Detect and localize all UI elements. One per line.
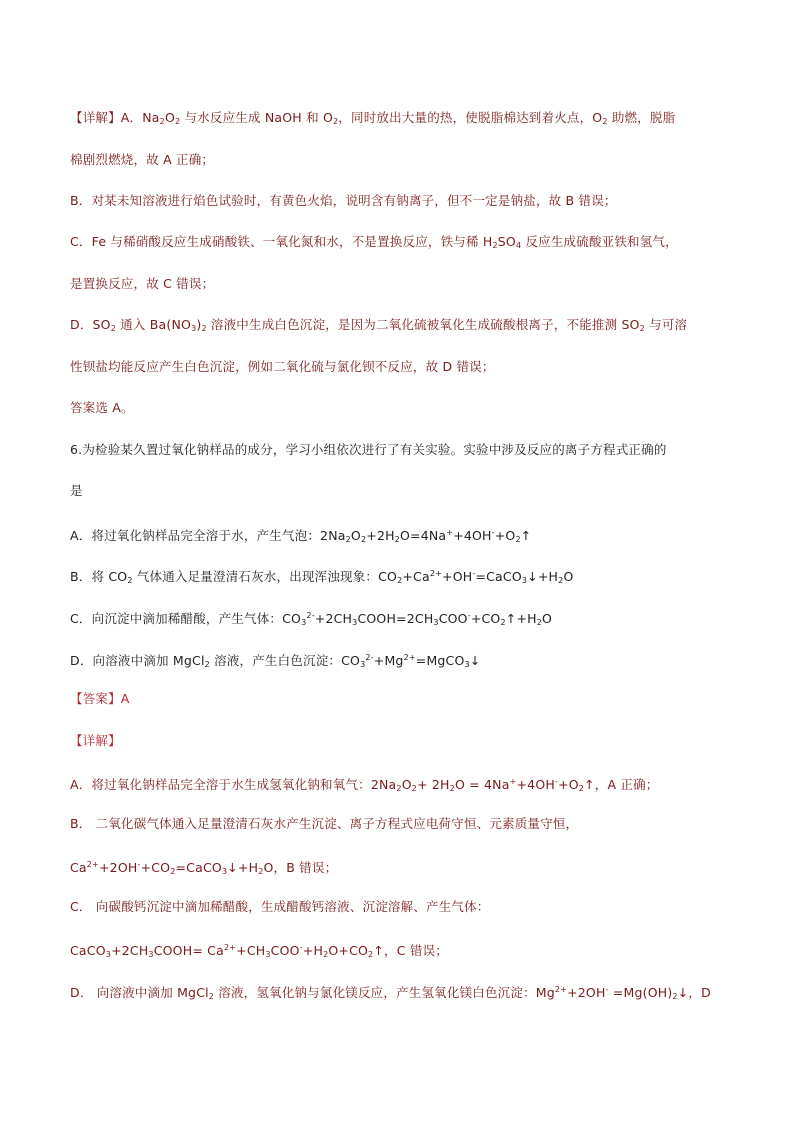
- question-6-stem-cont: 是: [70, 483, 83, 498]
- explanation-line-1: 【详解】A．$Na_2O_2$ 与水反应生成 NaOH 和 $O_2$，同时放出大量的热，使脱脂棉达到着火点，$O_2$ 助燃，脱脂: [70, 110, 676, 126]
- detail-line-b: B． 二氧化碳气体通入足量澄清石灰水产生沉淀、离子方程式应电荷守恒、元素质量守恒，: [70, 816, 579, 831]
- explanation-line-2: 棉剧烈燃烧，故 A 正确；: [70, 152, 215, 167]
- explanation-line-3: B．对某未知溶液进行焰色试验时，有黄色火焰，说明含有钠离子，但不一定是钠盐，故 B 错误；: [70, 193, 617, 208]
- answer-label: 【答案】A: [70, 691, 130, 706]
- question-6-option-a: A．将过氧化钠样品完全溶于水，产生气泡：$2Na_2O_2+2H_2O=4Na^++4OH^-+O_2↑$: [70, 528, 532, 544]
- explanation-line-6: D．$SO_2$ 通入 $Ba(NO_3)_2$ 溶液中生成白色沉淀，是因为二氧化硫被氧化生成硫酸根离子，不能推测 $SO_2$ 与可溶: [70, 317, 688, 333]
- detail-line-c-equation: $CaCO_3+2CH_3COOH=$ $Ca^{2+}+CH_3COO^-+H_2O+CO_2↑$，C 错误；: [70, 943, 448, 959]
- detail-line-a: A．将过氧化钠样品完全溶于水生成氢氧化钠和氧气：$2Na_2O_2+ 2H_2O$ = $4Na^++4OH^-+O_2↑$，A 正确；: [70, 777, 659, 793]
- explanation-line-7: 性钡盐均能反应产生白色沉淀，例如二氧化硫与氯化钡不反应，故 D 错误；: [70, 359, 495, 374]
- explanation-line-4: C．Fe 与稀硝酸反应生成硝酸铁、一氧化氮和水，不是置换反应，铁与稀 $H_2SO_4$ 反应生成硫酸亚铁和氢气，: [70, 234, 678, 250]
- detail-label: 【详解】: [70, 733, 121, 748]
- detail-line-b-equation: $Ca^{2+}+2OH^-+CO_2=CaCO_3↓+H_2O$，B 错误；: [70, 860, 338, 876]
- question-6-option-d: D．向溶液中滴加 MgCl$_2$ 溶液，产生白色沉淀：$CO_3^{2-}+Mg^{2+}=MgCO_3↓$: [70, 653, 481, 669]
- question-6-stem: 6.为检验某久置过氧化钠样品的成分，学习小组依次进行了有关实验。实验中涉及反应的离子方程式正确的: [70, 442, 667, 457]
- explanation-line-5: 是置换反应，故 C 错误；: [70, 276, 215, 291]
- question-6-option-b: B．将 $CO_2$ 气体通入足量澄清石灰水，出现浑浊现象：$CO_2+Ca^{2+}+OH^-=CaCO_3↓+H_2O$: [70, 569, 574, 585]
- detail-line-d: D． 向溶液中滴加 MgCl$_2$ 溶液，氢氧化钠与氯化镁反应，产生氢氧化镁白色沉淀：$Mg^{2+}+2OH^-$ $=Mg(OH)_2↓$，D: [70, 985, 711, 1001]
- answer-summary: 答案选 A。: [70, 400, 134, 415]
- detail-line-c: C． 向碳酸钙沉淀中滴加稀醋酸，生成醋酸钙溶液、沉淀溶解、产生气体：: [70, 899, 490, 914]
- question-6-option-c: C．向沉淀中滴加稀醋酸，产生气体：$CO_3^{2-}+2CH_3COOH=2CH_3COO^-+CO_2↑+H_2O$: [70, 611, 553, 627]
